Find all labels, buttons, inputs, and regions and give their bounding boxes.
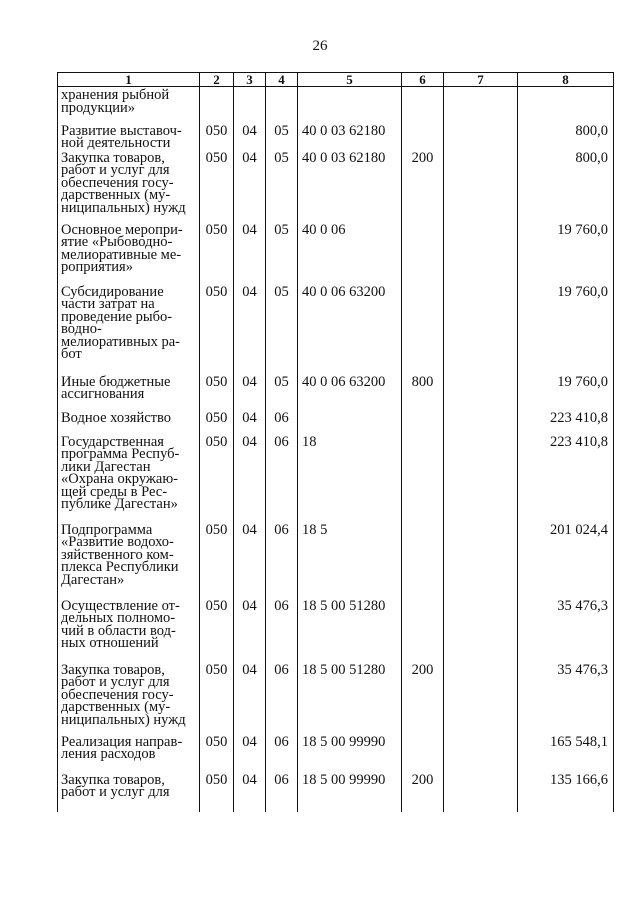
name-line: части затрат на — [61, 296, 155, 312]
cell-summa: 165 548,1 — [518, 734, 614, 772]
cell-vid-rashodov — [402, 734, 444, 772]
cell-razdel: 04 — [234, 522, 266, 598]
cell-column-7 — [444, 662, 518, 734]
cell-razdel: 04 — [234, 374, 266, 410]
table-row — [58, 150, 614, 222]
name-line: дарственных (му- — [61, 699, 171, 715]
table-row — [58, 522, 614, 598]
cell-column-7 — [444, 87, 518, 123]
cell-column-7 — [444, 598, 518, 662]
cell-summa: 800,0 — [518, 150, 614, 222]
cell-celevaya-statya: 40 0 03 62180 — [298, 150, 402, 222]
name-line: публике Дагестан» — [61, 496, 178, 512]
cell-naimenovanie — [58, 284, 200, 374]
cell-kod-vedomstva: 050 — [200, 150, 234, 222]
cell-razdel: 04 — [234, 598, 266, 662]
cell-summa: 35 476,3 — [518, 598, 614, 662]
cell-naimenovanie — [58, 662, 200, 734]
name-line: водно- — [61, 321, 102, 337]
table-row — [58, 434, 614, 522]
name-line: щей среды в Рес- — [61, 483, 168, 500]
cell-column-7 — [444, 410, 518, 434]
cell-celevaya-statya: 18 5 00 51280 — [298, 662, 402, 734]
cell-celevaya-statya — [298, 410, 402, 434]
cell-podrazdel: 05 — [266, 222, 298, 284]
cell-razdel: 04 — [234, 734, 266, 772]
cell-naimenovanie — [58, 87, 200, 123]
cell-vid-rashodov — [402, 434, 444, 522]
header-row — [58, 73, 614, 87]
table-row — [58, 662, 614, 734]
cell-naimenovanie — [58, 434, 200, 522]
cell-summa: 800,0 — [518, 123, 614, 150]
cell-naimenovanie — [58, 374, 200, 410]
cell-kod-vedomstva: 050 — [200, 598, 234, 662]
name-line: дельных полномо- — [61, 610, 176, 626]
name-line: Водное хозяйство — [61, 409, 172, 426]
cell-kod-vedomstva: 050 — [200, 662, 234, 734]
name-line: мелиоративные ме- — [61, 246, 182, 263]
column-header-8: 8 — [518, 73, 614, 87]
name-line: Государственная — [61, 433, 164, 450]
cell-summa: 19 760,0 — [518, 222, 614, 284]
cell-vid-rashodov — [402, 284, 444, 374]
cell-razdel: 04 — [234, 662, 266, 734]
name-line: программа Респуб- — [61, 446, 180, 462]
cell-razdel: 04 — [234, 410, 266, 434]
name-line: работ и услуг для — [61, 162, 170, 178]
cell-naimenovanie — [58, 772, 200, 812]
cell-podrazdel: 06 — [266, 734, 298, 772]
cell-kod-vedomstva: 050 — [200, 772, 234, 812]
name-line: работ и услуг для — [61, 784, 170, 800]
cell-celevaya-statya: 18 5 — [298, 522, 402, 598]
name-line: Развитие выставоч- — [61, 122, 182, 139]
table-row — [58, 284, 614, 374]
column-header-1: 1 — [58, 73, 200, 87]
cell-podrazdel: 06 — [266, 598, 298, 662]
cell-summa — [518, 87, 614, 123]
cell-column-7 — [444, 522, 518, 598]
cell-kod-vedomstva: 050 — [200, 222, 234, 284]
cell-celevaya-statya: 40 0 03 62180 — [298, 123, 402, 150]
name-line: лики Дагестан — [61, 458, 151, 475]
cell-vid-rashodov — [402, 522, 444, 598]
cell-vid-rashodov: 200 — [402, 662, 444, 734]
name-line: ассигнования — [61, 386, 145, 402]
cell-kod-vedomstva: 050 — [200, 374, 234, 410]
cell-celevaya-statya: 18 5 00 99990 — [298, 734, 402, 772]
name-line: хранения рыбной — [61, 87, 170, 103]
table-row — [58, 734, 614, 772]
name-line: обеспечения госу- — [61, 174, 174, 191]
cell-kod-vedomstva: 050 — [200, 522, 234, 598]
cell-summa: 19 760,0 — [518, 284, 614, 374]
cell-column-7 — [444, 434, 518, 522]
cell-podrazdel — [266, 87, 298, 123]
cell-column-7 — [444, 222, 518, 284]
name-line: проведение рыбо- — [61, 308, 173, 325]
cell-podrazdel: 06 — [266, 434, 298, 522]
cell-celevaya-statya: 40 0 06 63200 — [298, 284, 402, 374]
cell-kod-vedomstva: 050 — [200, 123, 234, 150]
name-line: продукции» — [61, 99, 136, 116]
cell-column-7 — [444, 150, 518, 222]
cell-vid-rashodov — [402, 87, 444, 123]
table-row — [58, 87, 614, 123]
column-header-5: 5 — [298, 73, 402, 87]
column-header-6: 6 — [402, 73, 444, 87]
cell-kod-vedomstva: 050 — [200, 410, 234, 434]
cell-summa: 35 476,3 — [518, 662, 614, 734]
cell-column-7 — [444, 123, 518, 150]
cell-celevaya-statya: 18 5 00 51280 — [298, 598, 402, 662]
cell-naimenovanie — [58, 598, 200, 662]
table-row — [58, 410, 614, 434]
name-line: плекса Республики — [61, 559, 179, 575]
cell-celevaya-statya: 40 0 06 63200 — [298, 374, 402, 410]
cell-podrazdel: 06 — [266, 662, 298, 734]
cell-celevaya-statya: 40 0 06 — [298, 222, 402, 284]
cell-podrazdel: 06 — [266, 410, 298, 434]
cell-summa: 19 760,0 — [518, 374, 614, 410]
cell-vid-rashodov: 200 — [402, 150, 444, 222]
cell-naimenovanie — [58, 410, 200, 434]
cell-vid-rashodov — [402, 598, 444, 662]
name-line: ятие «Рыбоводно- — [61, 234, 173, 250]
column-header-4: 4 — [266, 73, 298, 87]
cell-celevaya-statya: 18 — [298, 434, 402, 522]
cell-kod-vedomstva: 050 — [200, 734, 234, 772]
name-line: чий в области вод- — [61, 622, 176, 639]
name-line: обеспечения госу- — [61, 686, 174, 703]
name-line: Осуществление от- — [61, 597, 180, 614]
cell-naimenovanie — [58, 734, 200, 772]
cell-column-7 — [444, 374, 518, 410]
table-row — [58, 123, 614, 150]
cell-summa: 223 410,8 — [518, 410, 614, 434]
name-line: Дагестан» — [61, 571, 125, 588]
column-header-2: 2 — [200, 73, 234, 87]
name-line: Подпрограмма — [61, 521, 153, 538]
name-line: работ и услуг для — [61, 674, 170, 690]
name-line: Закупка товаров, — [61, 771, 165, 788]
cell-celevaya-statya — [298, 87, 402, 123]
cell-razdel: 04 — [234, 772, 266, 812]
cell-podrazdel: 05 — [266, 284, 298, 374]
name-line: бот — [61, 346, 82, 362]
cell-vid-rashodov — [402, 410, 444, 434]
name-line: ной деятельности — [61, 135, 171, 150]
name-line: Реализация направ- — [61, 733, 183, 750]
name-line: ления расходов — [61, 746, 156, 762]
cell-vid-rashodov: 200 — [402, 772, 444, 812]
name-line: роприятия» — [61, 259, 133, 275]
budget-table — [57, 72, 614, 812]
cell-vid-rashodov — [402, 222, 444, 284]
table-row — [58, 772, 614, 812]
cell-razdel: 04 — [234, 150, 266, 222]
name-line: Закупка товаров, — [61, 661, 165, 678]
name-line: «Развитие водохо- — [61, 534, 174, 550]
cell-razdel: 04 — [234, 123, 266, 150]
cell-razdel: 04 — [234, 284, 266, 374]
cell-kod-vedomstva: 050 — [200, 434, 234, 522]
name-line: Основное меропри- — [61, 221, 183, 238]
cell-summa: 223 410,8 — [518, 434, 614, 522]
cell-kod-vedomstva — [200, 87, 234, 123]
name-line: ных отношений — [61, 635, 159, 651]
cell-naimenovanie — [58, 522, 200, 598]
cell-podrazdel: 05 — [266, 374, 298, 410]
name-line: «Охрана окружаю- — [61, 471, 179, 487]
name-line: Закупка товаров, — [61, 149, 165, 166]
cell-naimenovanie — [58, 222, 200, 284]
cell-summa: 135 166,6 — [518, 772, 614, 812]
cell-kod-vedomstva: 050 — [200, 284, 234, 374]
column-header-3: 3 — [234, 73, 266, 87]
cell-vid-rashodov: 800 — [402, 374, 444, 410]
name-line: ниципальных) нужд — [61, 711, 186, 728]
cell-razdel: 04 — [234, 434, 266, 522]
cell-podrazdel: 06 — [266, 522, 298, 598]
name-line: Иные бюджетные — [61, 373, 171, 390]
name-line: мелиоративных ра- — [61, 333, 181, 350]
cell-naimenovanie — [58, 150, 200, 222]
cell-column-7 — [444, 772, 518, 812]
table-row — [58, 374, 614, 410]
cell-celevaya-statya: 18 5 00 99990 — [298, 772, 402, 812]
table-row — [58, 598, 614, 662]
table-row — [58, 222, 614, 284]
cell-column-7 — [444, 734, 518, 772]
column-header-7: 7 — [444, 73, 518, 87]
page-number: 26 — [312, 38, 328, 54]
cell-podrazdel: 05 — [266, 150, 298, 222]
cell-razdel — [234, 87, 266, 123]
cell-razdel: 04 — [234, 222, 266, 284]
name-line: дарственных (му- — [61, 187, 171, 203]
table-body — [58, 87, 614, 812]
cell-podrazdel: 06 — [266, 772, 298, 812]
name-line: Субсидирование — [61, 283, 164, 300]
cell-vid-rashodov — [402, 123, 444, 150]
cell-naimenovanie — [58, 123, 200, 150]
cell-podrazdel: 05 — [266, 123, 298, 150]
name-line: зяйственного ком- — [61, 546, 174, 563]
name-line: ниципальных) нужд — [61, 199, 186, 216]
cell-summa: 201 024,4 — [518, 522, 614, 598]
cell-column-7 — [444, 284, 518, 374]
